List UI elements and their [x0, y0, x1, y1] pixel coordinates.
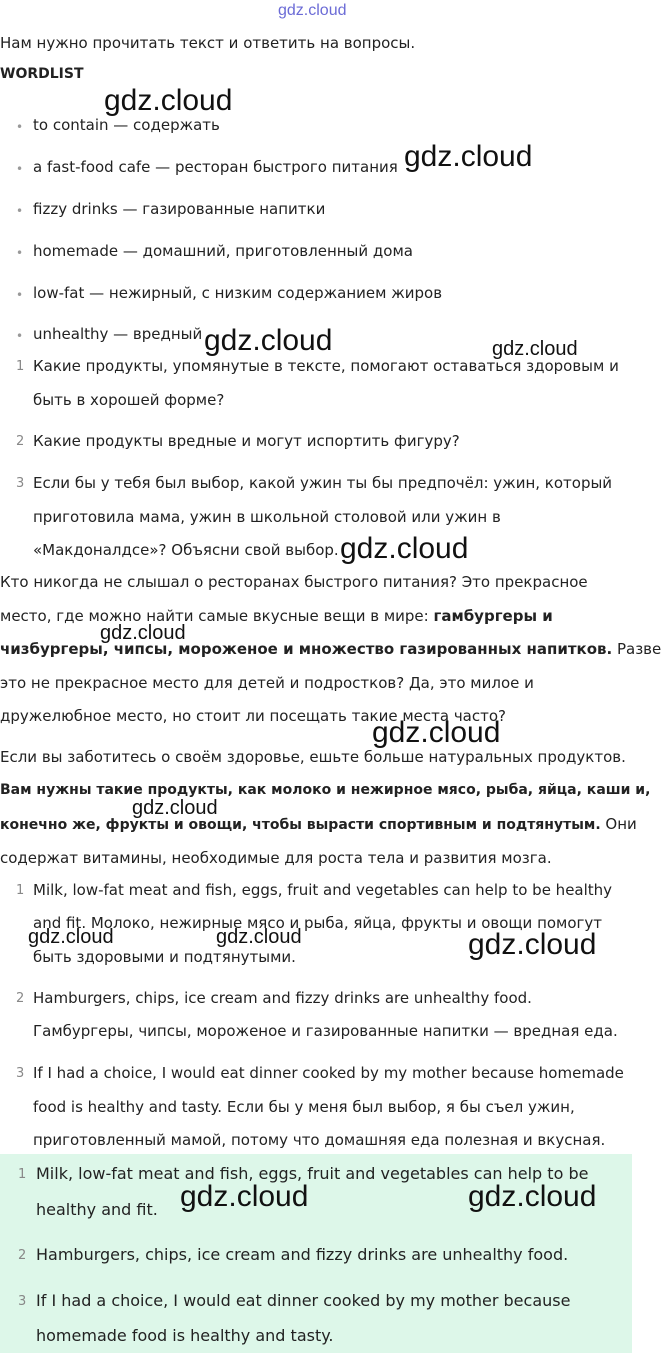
final-answer-line: healthy and fit. — [36, 1200, 158, 1219]
final-answer-line: If I had a choice, I would eat dinner cooked by my mother because — [36, 1291, 571, 1310]
answer-line: Гамбургеры, чипсы, мороженое и газированные напитки — вредная еда. — [33, 1022, 618, 1040]
final-answer-number: 1 — [18, 1167, 27, 1182]
intro-text: Нам нужно прочитать текст и ответить на вопросы. — [0, 34, 416, 52]
answer-line: Hamburgers, chips, ice cream and fizzy drinks are unhealthy food. — [33, 989, 532, 1007]
paragraph-line: содержат витамины, необходимые для роста тела и развития мозга. — [0, 849, 552, 867]
paragraph-line: Если вы заботитесь о своём здоровье, ешьте больше натуральных продуктов. — [0, 748, 626, 766]
wordlist-item: homemade — домашний, приготовленный дома — [33, 242, 413, 260]
wordlist-item: low-fat — нежирный, с низким содержанием жиров — [33, 284, 443, 302]
bullet-icon: • — [16, 329, 24, 343]
question-line: приготовила мама, ужин в школьной столовой или ужин в — [33, 508, 501, 526]
paragraph-text: Они — [600, 815, 637, 833]
question-number: 1 — [16, 359, 25, 374]
answer-number: 1 — [16, 883, 25, 898]
paragraph-line — [0, 815, 637, 833]
answer-number: 2 — [16, 991, 25, 1006]
watermark-top: gdz.cloud — [278, 2, 347, 19]
watermark: gdz.cloud — [340, 532, 469, 565]
watermark: gdz.cloud — [372, 716, 501, 749]
paragraph-line: Кто никогда не слышал о ресторанах быстрого питания? Это прекрасное — [0, 573, 588, 591]
watermark: gdz.cloud — [204, 324, 333, 357]
question-line: Если бы у тебя был выбор, какой ужин ты бы предпочёл: ужин, который — [33, 474, 613, 492]
watermark: gdz.cloud — [468, 1180, 597, 1213]
question-number: 2 — [16, 434, 25, 449]
paragraph-bold-text: конечно же, фрукты и овощи, чтобы вырасти спортивным и подтянутым. — [0, 817, 601, 833]
question-line: «Макдоналдсе»? Объясни свой выбор. — [33, 541, 339, 559]
final-answer-number: 2 — [18, 1248, 27, 1263]
wordlist-item: a fast-food cafe — ресторан быстрого питания — [33, 158, 398, 176]
watermark: gdz.cloud — [28, 926, 114, 948]
bullet-icon: • — [16, 162, 24, 176]
paragraph-line: дружелюбное место, но стоит ли посещать такие места часто? — [0, 707, 507, 725]
question-line: быть в хорошей форме? — [33, 391, 225, 409]
answer-line: приготовленный мамой, потому что домашняя еда полезная и вкусная. — [33, 1131, 606, 1149]
final-answer-number: 3 — [18, 1294, 27, 1309]
bullet-icon: • — [16, 204, 24, 218]
watermark: gdz.cloud — [216, 926, 302, 948]
watermark: gdz.cloud — [180, 1180, 309, 1213]
paragraph-text: Разве — [612, 640, 661, 658]
watermark: gdz.cloud — [492, 338, 578, 360]
question-line: Какие продукты вредные и могут испортить фигуру? — [33, 432, 460, 450]
final-answer-line: Hamburgers, chips, ice cream and fizzy drinks are unhealthy food. — [36, 1245, 569, 1264]
answer-line: If I had a choice, I would eat dinner cooked by my mother because homemade — [33, 1064, 624, 1082]
watermark: gdz.cloud — [404, 140, 533, 173]
wordlist-item: unhealthy — вредный — [33, 325, 203, 343]
watermark: gdz.cloud — [104, 84, 233, 117]
question-number: 3 — [16, 476, 25, 491]
bullet-icon: • — [16, 246, 24, 260]
bullet-icon: • — [16, 288, 24, 302]
answer-line: food is healthy and tasty. Если бы у меня был выбор, я бы съел ужин, — [33, 1098, 575, 1116]
question-line: Какие продукты, упомянутые в тексте, помогают оставаться здоровым и — [33, 357, 619, 375]
final-answer-line: Milk, low-fat meat and fish, eggs, fruit and vegetables can help to be — [36, 1164, 589, 1183]
paragraph-line: это не прекрасное место для детей и подростков? Да, это милое и — [0, 674, 534, 692]
paragraph-bold-text: гамбургеры и — [433, 607, 553, 625]
answer-line: Milk, low-fat meat and fish, eggs, fruit and vegetables can help to be healthy — [33, 881, 613, 899]
paragraph-text: место, где можно найти самые вкусные вещи в мире: — [0, 607, 434, 625]
paragraph-bold-line: Вам нужны такие продукты, как молоко и нежирное мясо, рыба, яйца, каши и, — [0, 782, 651, 798]
watermark: gdz.cloud — [100, 622, 186, 644]
bullet-icon: • — [16, 120, 24, 134]
answer-number: 3 — [16, 1066, 25, 1081]
final-answer-line: homemade food is healthy and tasty. — [36, 1326, 334, 1345]
answer-line: and fit. Молоко, нежирные мясо и рыба, яйца, фрукты и овощи помогут — [33, 914, 603, 932]
answer-line: быть здоровыми и подтянутыми. — [33, 948, 296, 966]
paragraph-bold-text: чизбургеры, чипсы, мороженое и множество газированных напитков. — [0, 640, 613, 658]
wordlist-title: WORDLIST — [0, 66, 84, 82]
watermark: gdz.cloud — [468, 928, 597, 961]
wordlist-item: to contain — содержать — [33, 116, 220, 134]
wordlist-item: fizzy drinks — газированные напитки — [33, 200, 326, 218]
paragraph-line — [0, 607, 553, 625]
watermark: gdz.cloud — [132, 797, 218, 819]
